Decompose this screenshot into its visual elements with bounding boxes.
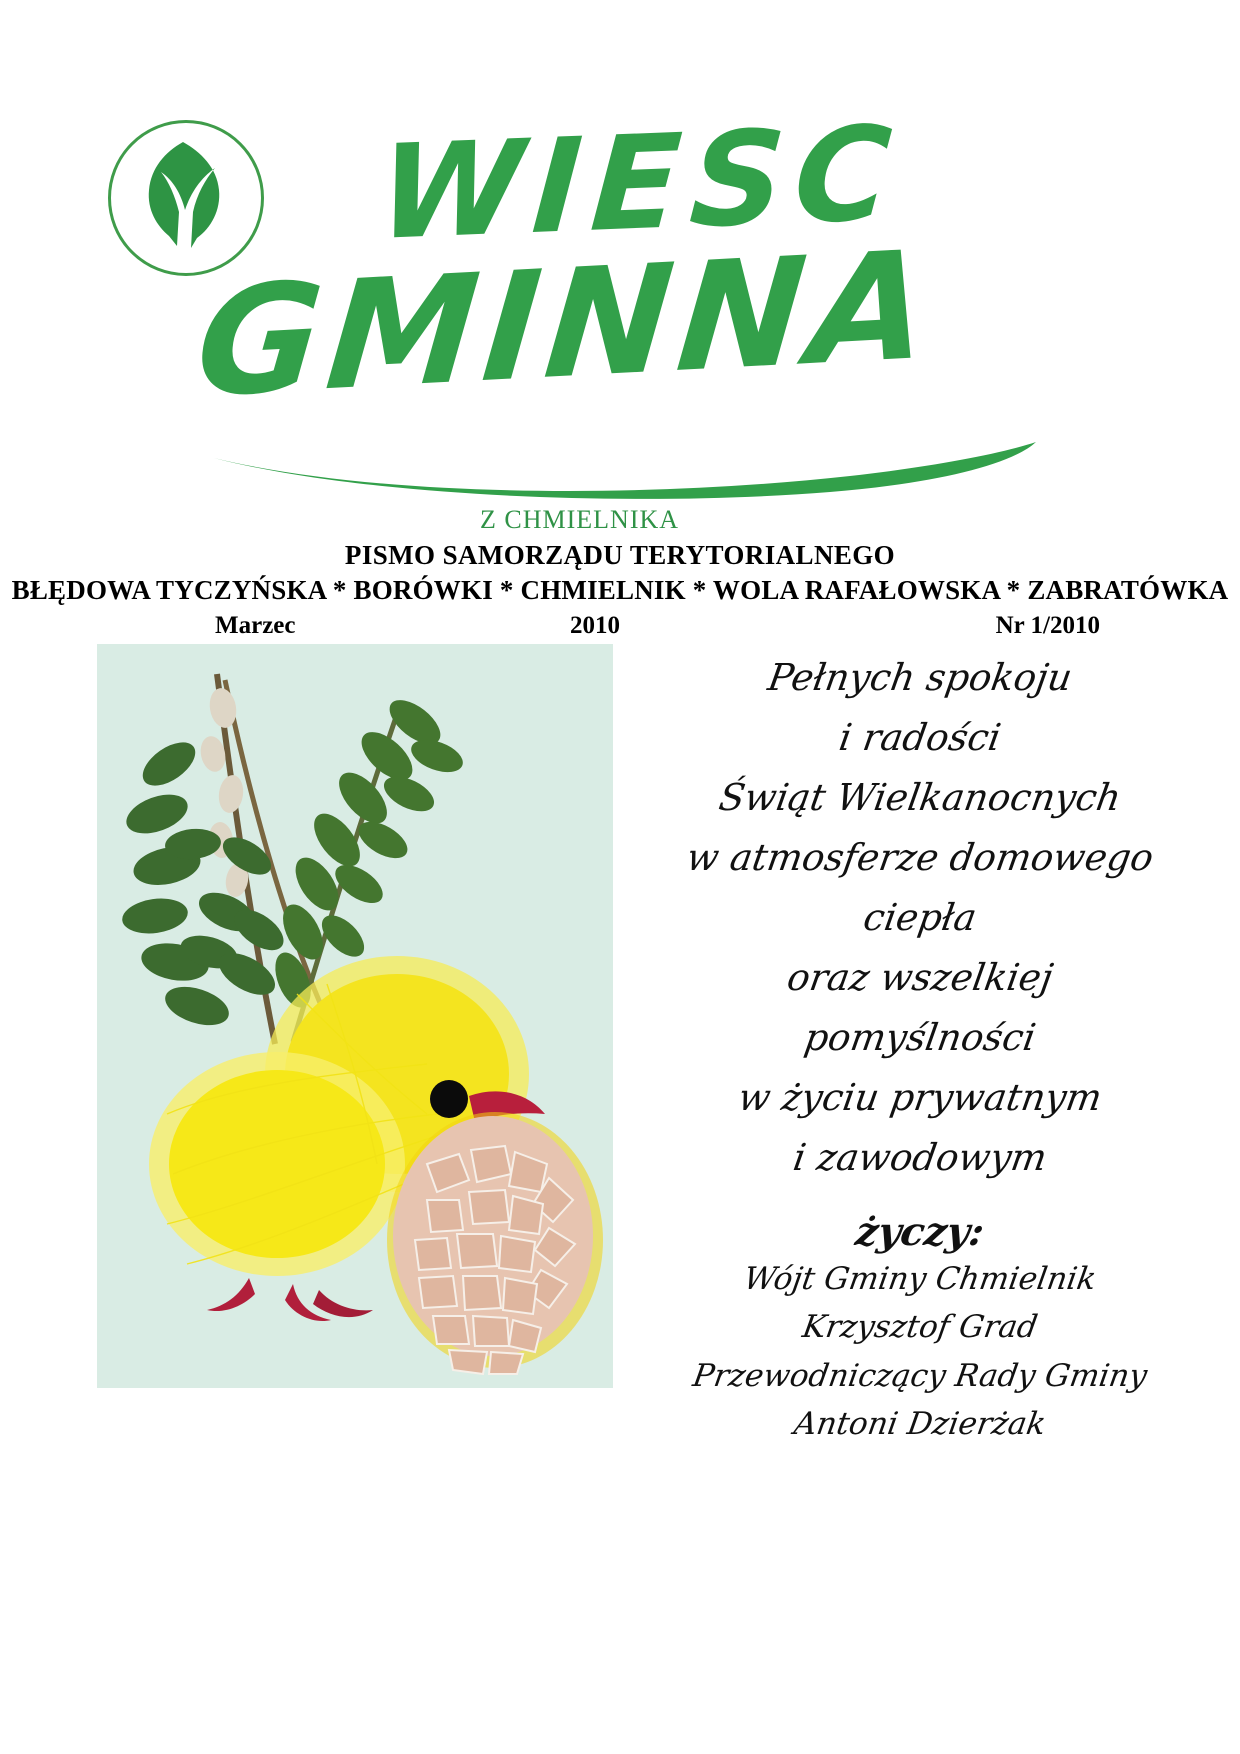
issue-year: 2010 (570, 612, 620, 639)
signature-line: Przewodniczący Rady Gminy (690, 1357, 1150, 1394)
greeting-line: Świąt Wielkanocnych (716, 775, 1125, 819)
subtitle-line-1: PISMO SAMORZĄDU TERYTORIALNEGO (344, 540, 896, 570)
cover-photo (97, 644, 613, 1388)
issue-row (115, 612, 1125, 646)
masthead (0, 90, 1240, 534)
wordmark (190, 97, 1100, 534)
easter-greeting (640, 648, 1200, 1448)
greeting-line: i radości (836, 715, 1004, 759)
wordmark-swoosh (210, 430, 1040, 500)
greeting-line: w życiu prywatnym (735, 1075, 1105, 1119)
subtitle-line-2: BŁĘDOWA TYCZYŃSKA * BORÓWKI * CHMIELNIK * WOLA RAFAŁOWSKA * ZABRATÓWKA (11, 575, 1229, 605)
greeting-line: pomyślności (801, 1015, 1039, 1059)
wordmark-line2: GMINNA (190, 218, 942, 432)
greeting-line: oraz wszelkiej (784, 955, 1056, 999)
signature-line: Antoni Dzierżak (791, 1405, 1049, 1442)
header-subtitle-block (0, 540, 1240, 646)
issue-number: Nr 1/2010 (995, 612, 1100, 639)
greeting-line: Pełnych spokoju (765, 656, 1076, 699)
greeting-closing: życzy: (852, 1209, 988, 1256)
greeting-line: ciepła (860, 895, 980, 939)
greeting-line: w atmosferze domowego (683, 835, 1157, 879)
greeting-line: i zawodowym (790, 1135, 1050, 1179)
wordmark-line1: WIESC (374, 97, 906, 269)
wordmark-subtitle: Z CHMIELNIKA (480, 505, 680, 534)
issue-month: Marzec (215, 612, 296, 639)
signature-line: Wójt Gminy Chmielnik (741, 1261, 1099, 1298)
signature-line: Krzysztof Grad (799, 1309, 1041, 1346)
